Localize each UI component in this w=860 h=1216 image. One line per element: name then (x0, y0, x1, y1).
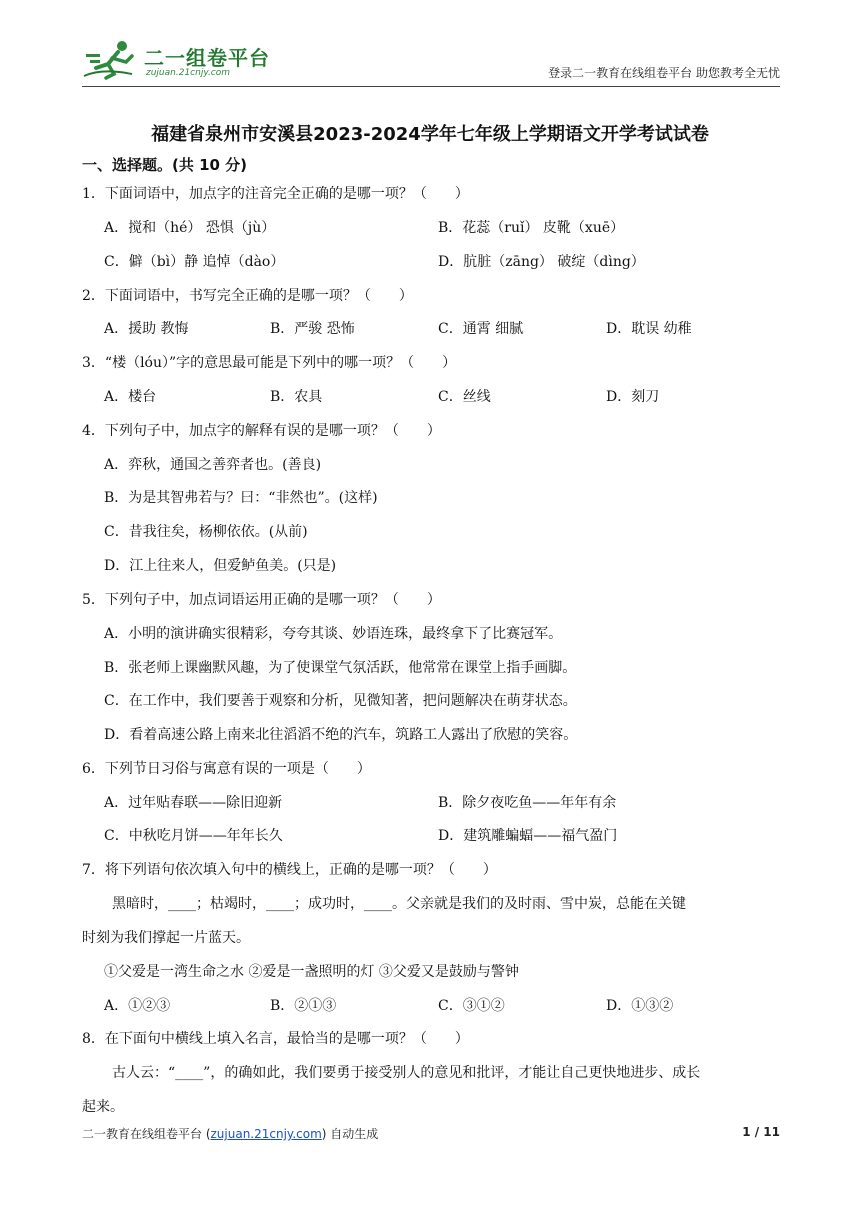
question-2-option-d[interactable]: D．耽误 幼稚 (606, 321, 692, 337)
question-4-stem: 4．下列句子中，加点字的解释有误的是哪一项？（ ） (82, 423, 441, 439)
question-3-option-b[interactable]: B．农具 (270, 389, 323, 405)
runner-logo-icon (82, 38, 142, 80)
footer-suffix: ) 自动生成 (321, 1127, 379, 1141)
question-2-option-b[interactable]: B．严骏 恐怖 (270, 321, 355, 337)
question-3-option-a[interactable]: A．楼台 (104, 389, 157, 405)
question-4-option-d[interactable]: D．江上往来人，但爱鲈鱼美。(只是) (104, 558, 337, 574)
question-7-passage-line-2: 时刻为我们撑起一片蓝天。 (82, 930, 250, 946)
question-7-passage-line-1: 黑暗时，____；枯竭时，____；成功时，____。父亲就是我们的及时雨、雪中炭，总能在关键 (112, 896, 686, 912)
header-slogan: 登录二一教育在线组卷平台 助您教考全无忧 (548, 66, 780, 80)
question-2-option-a[interactable]: A．援助 教悔 (104, 321, 189, 337)
question-7-option-b[interactable]: B．②①③ (270, 998, 337, 1014)
footer-credit (82, 1125, 378, 1142)
footer-prefix: 二一教育在线组卷平台 ( (82, 1127, 211, 1141)
question-4-option-b[interactable]: B．为是其智弗若与？曰：“非然也”。(这样) (104, 490, 378, 506)
question-7-option-a[interactable]: A．①②③ (104, 998, 171, 1014)
question-5-option-b[interactable]: B．张老师上课幽默风趣，为了使课堂气氛活跃，他常常在课堂上指手画脚。 (104, 660, 577, 676)
question-5-option-c[interactable]: C．在工作中，我们要善于观察和分析，见微知著，把问题解决在萌芽状态。 (104, 693, 577, 709)
logo-domain: zujuan.21cnjy.com (146, 68, 231, 78)
question-3-stem: 3．“楼（lóu）”字的意思最可能是下列中的哪一项？（ ） (82, 355, 457, 371)
question-6-stem: 6．下列节日习俗与寓意有误的一项是（ ） (82, 761, 371, 777)
footer-site-link[interactable]: zujuan.21cnjy.com (210, 1127, 322, 1141)
question-7-option-c[interactable]: C．③①② (438, 998, 505, 1014)
question-7-option-d[interactable]: D．①③② (606, 998, 674, 1014)
header-divider (82, 86, 780, 87)
question-5-option-a[interactable]: A．小明的演讲确实很精彩，夸夸其谈、妙语连珠，最终拿下了比赛冠军。 (104, 626, 563, 642)
question-7-choices: ①父爱是一湾生命之水 ②爱是一盏照明的灯 ③父爱又是鼓励与警钟 (104, 964, 519, 980)
section-heading: 一、选择题。(共 10 分) (82, 156, 248, 174)
question-2-option-c[interactable]: C．通霄 细腻 (438, 321, 524, 337)
page-number: 1 / 11 (742, 1125, 780, 1139)
question-5-stem: 5．下列句子中，加点词语运用正确的是哪一项？（ ） (82, 592, 441, 608)
question-4-option-c[interactable]: C．昔我往矣，杨柳依依。(从前) (104, 524, 308, 540)
question-4-option-a[interactable]: A．弈秋，通国之善弈者也。(善良) (104, 457, 322, 473)
question-1-option-a[interactable]: A．搅和（hé） 恐惧（jù） (104, 220, 276, 236)
question-2-stem: 2．下面词语中，书写完全正确的是哪一项？（ ） (82, 288, 413, 304)
question-8-passage-line-2: 起来。 (82, 1099, 124, 1115)
question-7-stem: 7．将下列语句依次填入句中的横线上，正确的是哪一项？（ ） (82, 862, 497, 878)
question-6-option-b[interactable]: B．除夕夜吃鱼——年年有余 (438, 795, 617, 811)
question-6-option-c[interactable]: C．中秋吃月饼——年年长久 (104, 828, 283, 844)
question-1-stem: 1．下面词语中，加点字的注音完全正确的是哪一项？（ ） (82, 186, 469, 202)
question-6-option-d[interactable]: D．建筑雕蝙蝠——福气盈门 (438, 828, 618, 844)
question-6-option-a[interactable]: A．过年贴春联——除旧迎新 (104, 795, 283, 811)
question-8-passage-line-1: 古人云：“____”，的确如此，我们要勇于接受别人的意见和批评，才能让自己更快地进步、成长 (112, 1065, 701, 1081)
question-3-option-c[interactable]: C．丝线 (438, 389, 491, 405)
logo-title: 二一组卷平台 (144, 46, 270, 70)
question-5-option-d[interactable]: D．看着高速公路上南来北往滔滔不绝的汽车，筑路工人露出了欣慰的笑容。 (104, 727, 578, 743)
page-header (82, 30, 780, 86)
question-1-option-c[interactable]: C．僻（bì）静 追悼（dào） (104, 254, 285, 270)
question-1-option-d[interactable]: D．肮脏（zāng） 破绽（dìng） (438, 254, 645, 270)
site-logo[interactable] (82, 38, 282, 80)
question-1-option-b[interactable]: B．花蕊（ruǐ） 皮靴（xuē） (438, 220, 625, 236)
question-3-option-d[interactable]: D．刻刀 (606, 389, 660, 405)
exam-title: 福建省泉州市安溪县2023-2024学年七年级上学期语文开学考试试卷 (151, 124, 709, 145)
question-8-stem: 8．在下面句中横线上填入名言，最恰当的是哪一项？（ ） (82, 1031, 469, 1047)
